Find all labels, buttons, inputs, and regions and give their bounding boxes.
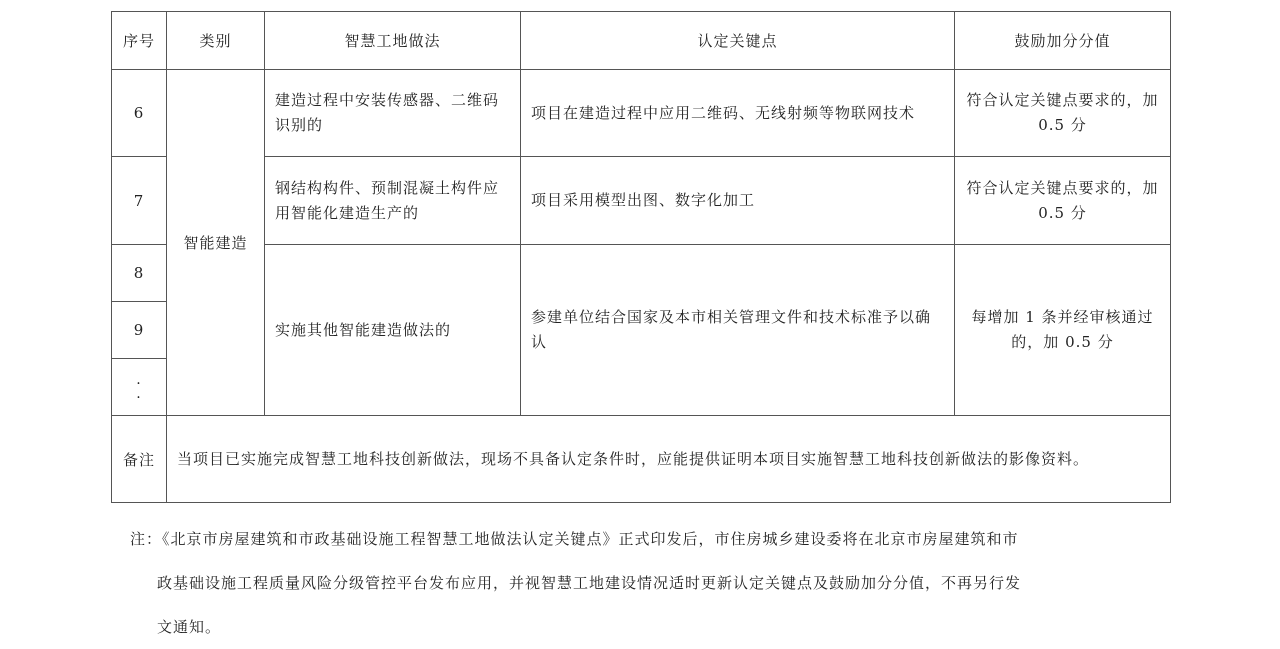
merged-bonus: 每增加 1 条并经审核通过的，加 0.5 分	[955, 245, 1171, 416]
header-category: 类别	[167, 12, 265, 70]
row-keypoints: 项目在建造过程中应用二维码、无线射频等物联网技术	[521, 70, 955, 157]
table-header-row	[112, 12, 1171, 70]
merged-keypoints: 参建单位结合国家及本市相关管理文件和技术标准予以确认	[521, 245, 955, 416]
footnote	[130, 517, 1170, 649]
row-method: 钢结构构件、预制混凝土构件应用智能化建造生产的	[265, 157, 521, 245]
row-seq: 9	[112, 302, 167, 359]
remark-label: 备注	[112, 416, 167, 503]
footnote-line-3: 文通知。	[157, 618, 222, 636]
row-seq: 7	[112, 157, 167, 245]
merged-method: 实施其他智能建造做法的	[265, 245, 521, 416]
table-row	[112, 70, 1171, 157]
footnote-line-2: 政基础设施工程质量风险分级管控平台发布应用，并视智慧工地建设情况适时更新认定关键点及鼓励加分分值，不再另行发	[157, 574, 1022, 592]
row-seq: 6	[112, 70, 167, 157]
ellipsis-dot: .	[136, 386, 142, 402]
row-seq-continued	[112, 359, 167, 416]
footnote-line-1: 注：《北京市房屋建筑和市政基础设施工程智慧工地做法认定关键点》正式印发后，市住房城乡建设委将在北京市房屋建筑和市	[130, 530, 1019, 548]
row-keypoints: 项目采用模型出图、数字化加工	[521, 157, 955, 245]
row-bonus: 符合认定关键点要求的，加 0.5 分	[955, 157, 1171, 245]
row-bonus: 符合认定关键点要求的，加 0.5 分	[955, 70, 1171, 157]
ellipsis-dot: .	[136, 372, 142, 388]
row-method: 建造过程中安装传感器、二维码识别的	[265, 70, 521, 157]
table-row	[112, 245, 1171, 302]
header-keypoints: 认定关键点	[521, 12, 955, 70]
header-bonus: 鼓励加分分值	[955, 12, 1171, 70]
remark-text: 当项目已实施完成智慧工地科技创新做法，现场不具备认定条件时，应能提供证明本项目实施智慧工地科技创新做法的影像资料。	[167, 416, 1171, 503]
header-method: 智慧工地做法	[265, 12, 521, 70]
remark-row	[112, 416, 1171, 503]
smart-site-table	[111, 11, 1171, 503]
category-cell: 智能建造	[167, 70, 265, 416]
row-seq: 8	[112, 245, 167, 302]
table-row	[112, 157, 1171, 245]
header-seq: 序号	[112, 12, 167, 70]
